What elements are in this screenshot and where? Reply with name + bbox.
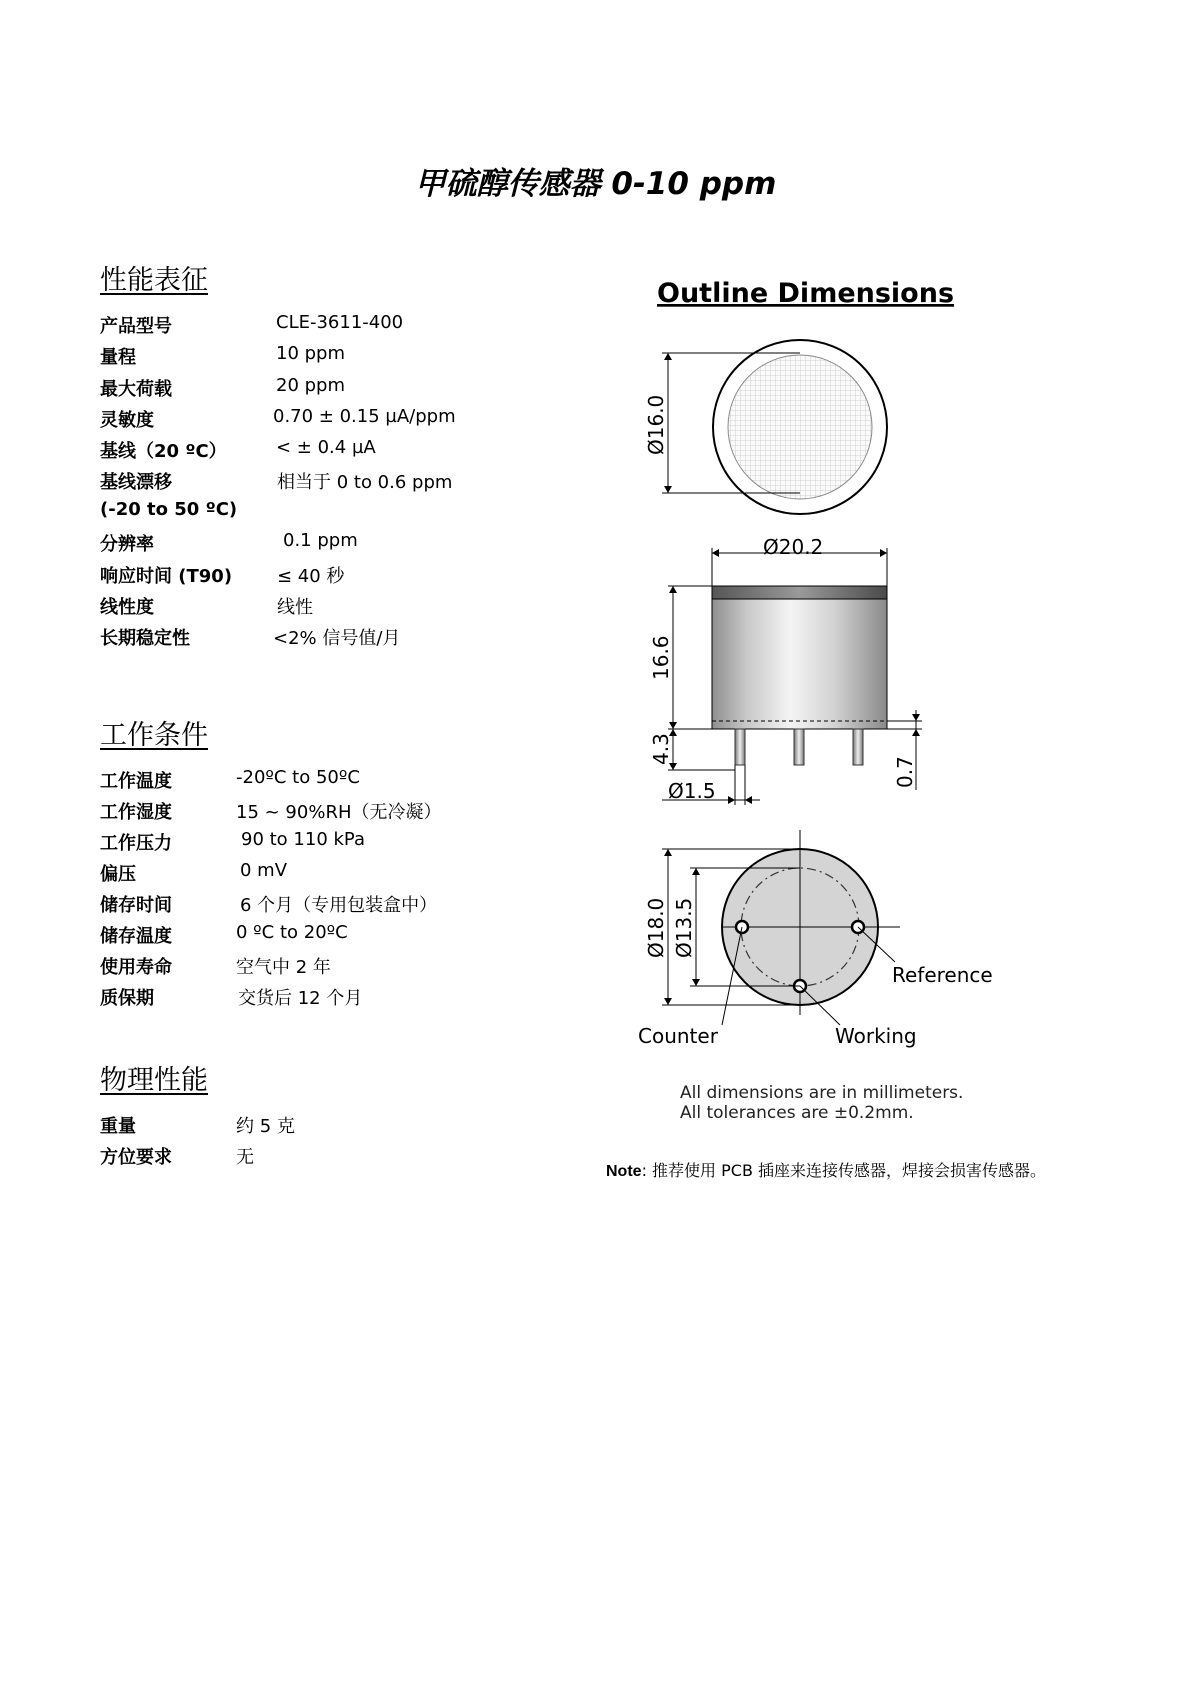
spec-value: 约 5 克 [236,1116,295,1137]
performance-heading: 性能表征 [100,265,208,296]
spec-value: 20 ppm [276,375,346,396]
spec-value: -20ºC to 50ºC [236,767,360,788]
physical-heading: 物理性能 [100,1065,208,1096]
spec-label: 分辨率 [100,534,154,555]
note-label: Note [606,1163,642,1180]
dim-bottom-outer: Ø18.0 [644,897,668,958]
spec-value: 10 ppm [276,343,346,364]
spec-label: 方位要求 [100,1147,172,1168]
spec-label: 最大荷载 [100,379,172,400]
spec-label: 工作湿度 [100,802,172,823]
spec-label: 工作压力 [100,833,172,854]
spec-value: 15 ~ 90%RH（无冷凝） [236,802,442,823]
spec-value: 无 [236,1147,254,1168]
spec-label: 响应时间 (T90) [100,566,233,587]
operating-heading: 工作条件 [100,720,208,751]
spec-value: 90 to 110 kPa [241,829,365,850]
sensor-body [712,599,887,729]
spec-value: < ± 0.4 µA [276,437,376,458]
spec-value: CLE-3611-400 [276,312,404,333]
label-working: Working [835,1024,917,1048]
sensor-pin [794,729,804,765]
spec-label: 量程 [100,347,136,368]
spec-label: 工作温度 [100,771,172,792]
dim-bottom-pcd: Ø13.5 [672,897,696,958]
note-text: : 推荐使用 PCB 插座来连接传感器，焊接会损害传感器。 [641,1161,1047,1180]
spec-value: 空气中 2 年 [236,957,331,978]
footnote-tolerance: All tolerances are ±0.2mm. [680,1103,914,1123]
spec-value: 交货后 12 个月 [238,988,363,1009]
sensor-pin [735,729,745,765]
dim-gap: 0.7 [893,756,917,788]
dim-pin-diameter: Ø1.5 [668,779,716,803]
spec-label: 储存温度 [100,926,172,947]
outline-drawing [620,265,1020,1125]
spec-value: ≤ 40 秒 [277,566,345,587]
spec-label: 线性度 [100,597,154,618]
sensor-cap [712,586,887,599]
spec-label: 基线漂移 [100,472,172,493]
spec-value: 0 ºC to 20ºC [236,922,348,943]
dim-body-diameter: Ø20.2 [763,535,824,559]
spec-label: 长期稳定性 [100,628,190,649]
top-view-mesh [728,355,872,499]
spec-value: 0.1 ppm [283,530,358,551]
dim-body-height: 16.6 [649,635,673,680]
spec-value: 6 个月（专用包装盒中） [240,895,438,916]
spec-value: 线性 [277,597,313,618]
label-counter: Counter [638,1024,718,1048]
spec-label: (-20 to 50 ºC) [100,499,238,520]
pcb-note [606,1158,1046,1181]
spec-value: 相当于 0 to 0.6 ppm [277,472,453,493]
spec-label: 使用寿命 [100,957,172,978]
spec-value: 0.70 ± 0.15 µA/ppm [273,406,456,427]
spec-value: <2% 信号值/月 [273,628,401,649]
outline-heading: Outline Dimensions [657,278,955,309]
spec-label: 质保期 [100,988,154,1009]
footnote-units: All dimensions are in millimeters. [680,1083,964,1103]
document-title: 甲硫醇传感器 0-10 ppm [414,166,777,202]
spec-label: 产品型号 [100,316,172,337]
spec-label: 偏压 [100,864,136,885]
dim-pin-length: 4.3 [649,733,673,765]
spec-label: 重量 [100,1116,136,1137]
spec-label: 储存时间 [100,895,172,916]
spec-label: 基线（20 ºC） [100,441,227,462]
sensor-pin [853,729,863,765]
dim-top-diameter: Ø16.0 [644,394,668,455]
spec-value: 0 mV [240,860,288,881]
spec-label: 灵敏度 [100,410,154,431]
label-reference: Reference [892,963,993,987]
